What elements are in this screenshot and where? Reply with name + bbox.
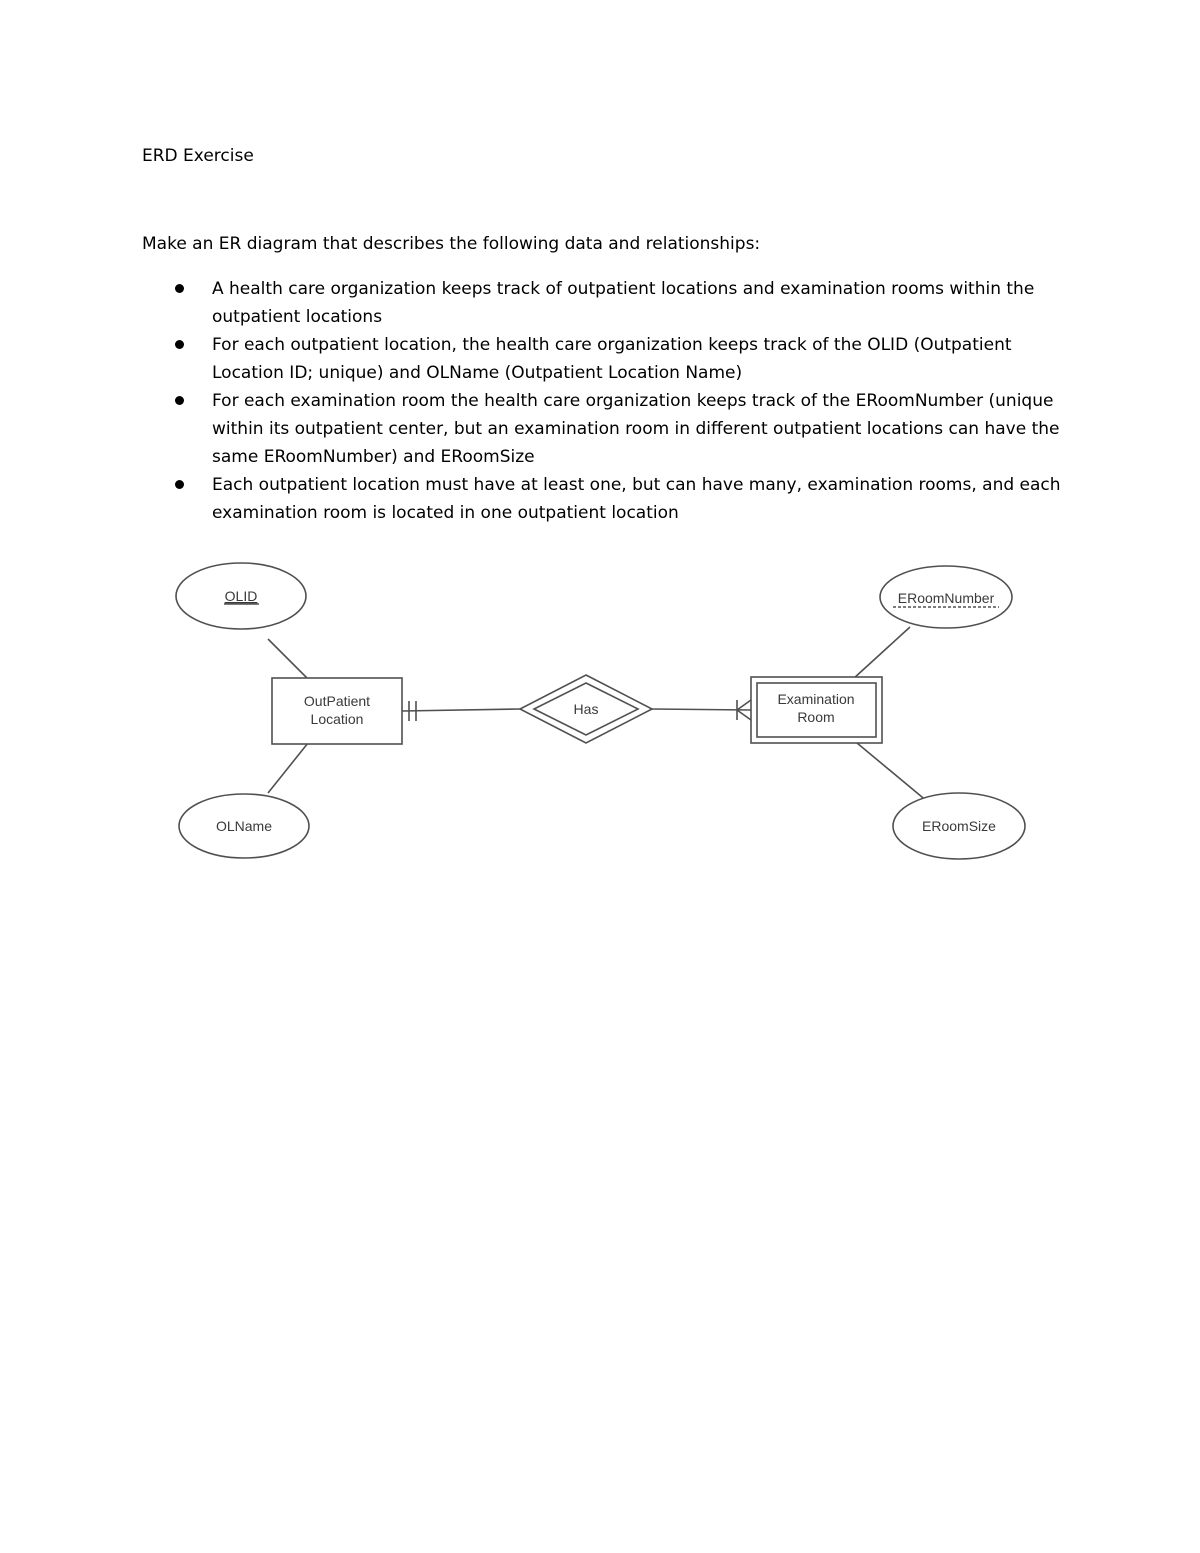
list-item-text: For each outpatient location, the health care organization keeps track of the OLID (Outpatient Location ID; unique) and OLName (Outpatient Location Name) — [212, 335, 1012, 383]
has-relationship — [520, 675, 652, 743]
entity-label-line2: Location — [310, 711, 364, 727]
attribute-label: OLName — [215, 818, 273, 834]
eroomsize-connector — [857, 743, 928, 802]
list-item-text: For each examination room the health care organization keeps track of the ERoomNumber (unique within its outpatient center, but an examination room in different outpatient locations can have the same ERoomNumber) and ERoomSize — [212, 391, 1060, 467]
list-item-text: Each outpatient location must have at least one, but can have many, examination rooms, and each examination room is located in one outpatient location — [212, 475, 1061, 523]
eroomsize-attribute — [893, 793, 1025, 859]
eroomnumber-attribute — [880, 566, 1012, 628]
attribute-label: ERoomSize — [922, 818, 996, 834]
attribute-label: OLID — [224, 588, 258, 604]
list-item — [142, 387, 1062, 471]
eroomnumber-connector — [853, 627, 910, 679]
has-examination-connector — [652, 709, 751, 710]
list-item — [142, 331, 1062, 387]
examination-room-entity — [751, 677, 882, 743]
requirements-list — [142, 275, 1062, 527]
bullet-icon — [175, 480, 184, 489]
outpatient-location-entity — [272, 678, 402, 744]
entity-label-line1: Examination — [777, 691, 855, 707]
intro-paragraph: Make an ER diagram that describes the following data and relationships: — [142, 234, 761, 254]
bullet-icon — [175, 284, 184, 293]
er-diagram — [160, 555, 1040, 875]
entity-label-line1: OutPatient — [303, 693, 371, 709]
document-title: ERD Exercise — [142, 146, 254, 166]
outpatient-has-connector — [402, 709, 520, 711]
relationship-label: Has — [573, 701, 599, 717]
olname-connector — [268, 743, 308, 793]
list-item — [142, 471, 1062, 527]
bullet-icon — [175, 396, 184, 405]
bullet-icon — [175, 340, 184, 349]
olid-connector — [268, 639, 308, 679]
list-item-text: A health care organization keeps track of outpatient locations and examination rooms within the outpatient locations — [212, 279, 1035, 327]
olid-attribute — [176, 563, 306, 629]
olname-attribute — [179, 794, 309, 858]
list-item — [142, 275, 1062, 331]
attribute-label: ERoomNumber — [897, 590, 995, 606]
entity-label-line2: Room — [797, 709, 835, 725]
